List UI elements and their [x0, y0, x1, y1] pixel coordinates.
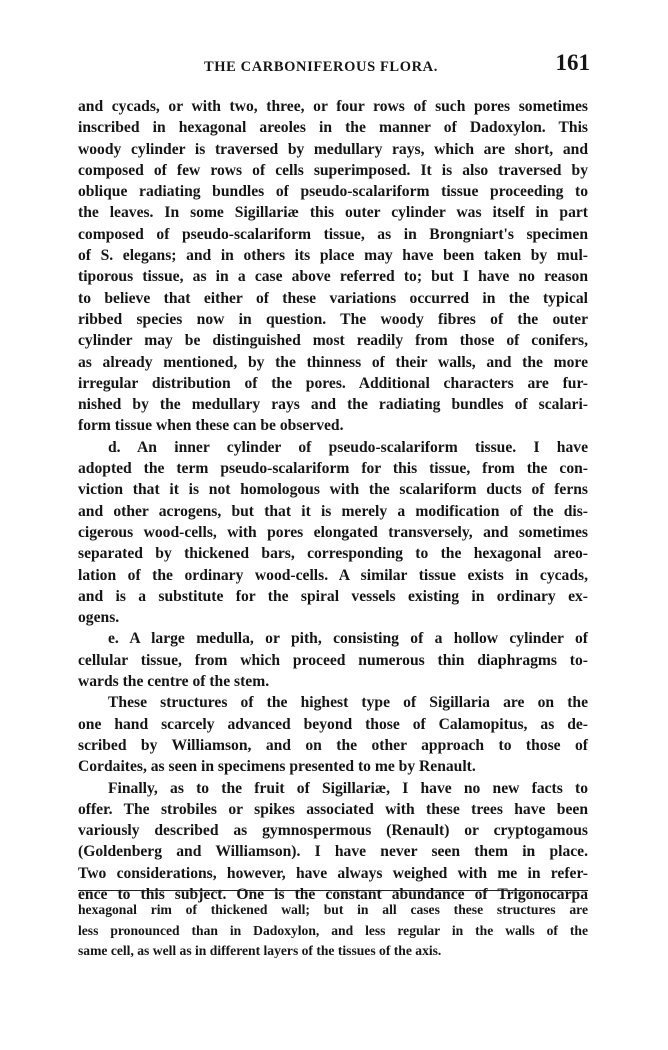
text-line: and cycads, or with two, three, or four rows of such pores sometimes: [78, 98, 588, 115]
text-line: wards the centre of the stem.: [78, 673, 270, 691]
text-line: form tissue when these can be observed.: [78, 417, 344, 435]
body-text: [78, 96, 588, 905]
text-line: e. A large medulla, or pith, consisting of a hollow cylinder of: [108, 630, 588, 648]
text-line: ence to this subject. One is the constant abundance of Trigonocarpa: [78, 885, 588, 903]
text-line: d. An inner cylinder of pseudo-scalariform tissue. I have: [108, 438, 588, 456]
text-line: variously described as gymnospermous (Renault) or cryptogamous: [78, 822, 588, 840]
text-line: Cordaites, as seen in specimens presented to me by Renault.: [78, 758, 476, 776]
page-number: 161: [555, 50, 590, 75]
footnote-line: hexagonal rim of thickened wall; but in all cases these structures are: [78, 902, 588, 917]
text-line: cylinder may be distinguished most readily from those of conifers,: [78, 332, 588, 350]
text-line: viction that it is not homologous with the scalariform ducts of ferns: [78, 481, 588, 499]
footnote-line: same cell, as well as in different layers of the tissues of the axis.: [78, 943, 442, 958]
text-line: and other acrogens, but that it is merely a modification of the dis-: [78, 502, 588, 520]
text-line: composed of pseudo-scalariform tissue, as in Brongniart's specimen: [78, 225, 588, 243]
text-line: and is a substitute for the spiral vessels existing in ordinary ex-: [78, 587, 588, 605]
text-line: one hand scarcely advanced beyond those of Calamopitus, as de-: [78, 715, 588, 733]
text-line: oblique radiating bundles of pseudo-scalariform tissue proceeding to: [78, 183, 588, 201]
footnote-divider: [78, 890, 588, 891]
text-line: adopted the term pseudo-scalariform for this tissue, from the con-: [78, 460, 588, 478]
text-line: ogens.: [78, 609, 120, 627]
text-line: cigerous wood-cells, with pores elongated transversely, and sometimes: [78, 523, 588, 541]
text-line: (Goldenberg and Williamson). I have never seen them in place.: [78, 843, 588, 861]
text-line: lation of the ordinary wood-cells. A similar tissue exists in cycads,: [78, 566, 588, 584]
text-line: as already mentioned, by the thinness of their walls, and the more: [78, 353, 588, 371]
text-line: of S. elegans; and in others its place may have been taken by mul-: [78, 247, 588, 265]
running-title: THE CARBONIFEROUS FLORA.: [204, 59, 438, 75]
footnote: [78, 900, 588, 962]
text-line: the leaves. In some Sigillariæ this outer cylinder was itself in part: [78, 204, 588, 222]
text-line: These structures of the highest type of Sigillaria are on the: [108, 694, 588, 712]
text-line: Finally, as to the fruit of Sigillariæ, I have no new facts to: [108, 779, 588, 797]
text-line: woody cylinder is traversed by medullary rays, which are short, and: [78, 140, 588, 158]
footnote-line: less pronounced than in Dadoxylon, and less regular in the walls of the: [78, 922, 588, 938]
text-line: offer. The strobiles or spikes associated with these trees have been: [78, 800, 588, 818]
text-line: irregular distribution of the pores. Additional characters are fur-: [78, 374, 588, 392]
text-line: tiporous tissue, as in a case above referred to; but I have no reason: [78, 268, 588, 286]
text-line: Two considerations, however, have always weighed with me in refer-: [78, 864, 588, 882]
page-header: [78, 50, 590, 84]
text-line: separated by thickened bars, corresponding to the hexagonal areo-: [78, 545, 588, 563]
text-line: to believe that either of these variations occurred in the typical: [78, 289, 588, 307]
text-line: scribed by Williamson, and on the other approach to those of: [78, 736, 588, 754]
text-line: composed of few rows of cells superimposed. It is also traversed by: [78, 161, 588, 179]
text-line: ribbed species now in question. The woody fibres of the outer: [78, 310, 588, 328]
text-line: cellular tissue, from which proceed numerous thin diaphragms to-: [78, 651, 588, 669]
text-line: inscribed in hexagonal areoles in the manner of Dadoxylon. This: [78, 119, 588, 137]
text-line: nished by the medullary rays and the radiating bundles of scalari-: [78, 396, 588, 414]
